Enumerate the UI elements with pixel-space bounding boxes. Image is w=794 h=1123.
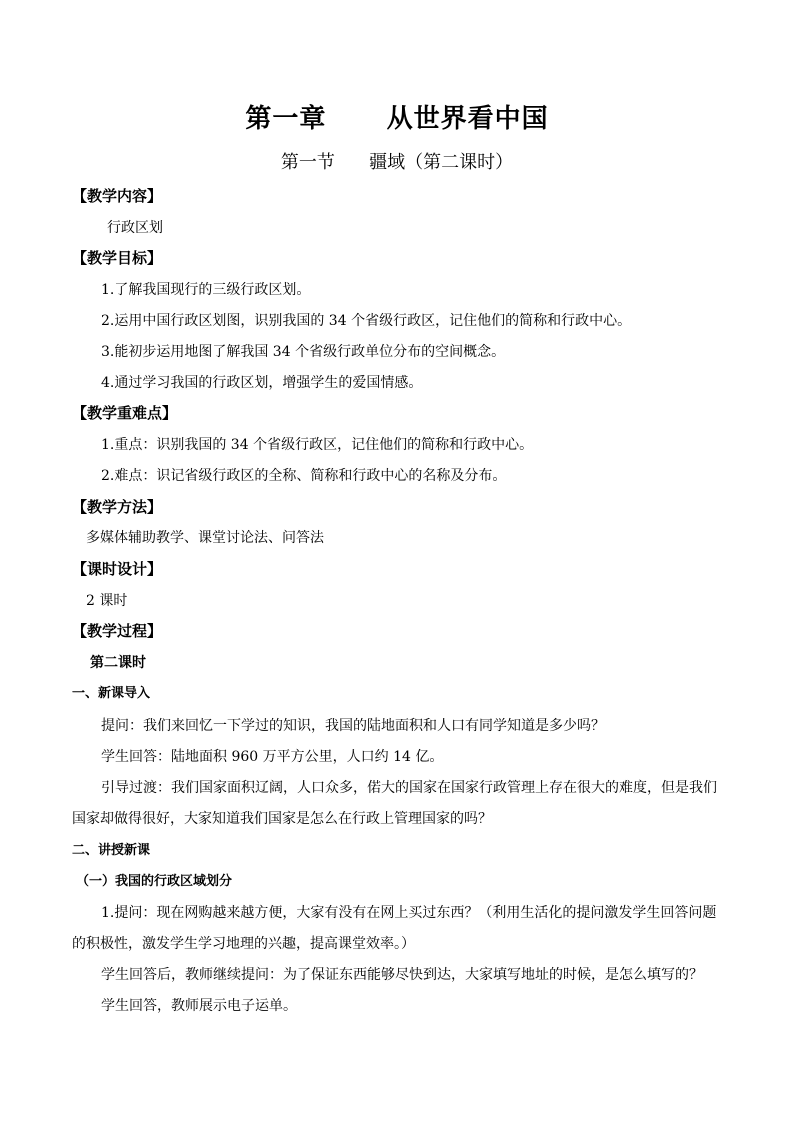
- key-point-item: 1.重点：识别我国的 34 个省级行政区，记住他们的简称和行政中心。: [101, 437, 534, 453]
- goal-item: 4.通过学习我国的行政区划，增强学生的爱国情感。: [101, 375, 423, 391]
- goal-item: 2.运用中国行政区划图，识别我国的 34 个省级行政区，记住他们的简称和行政中心。: [101, 313, 632, 329]
- heading-methods: 【教学方法】: [72, 498, 163, 516]
- part2-line: 的积极性，激发学生学习地理的兴趣，提高课堂效率。）: [72, 936, 415, 952]
- lesson-label: 第二课时: [90, 655, 146, 671]
- hours-body: 2 课时: [86, 593, 128, 609]
- part2-heading: 二、讲授新课: [72, 843, 151, 858]
- part2-line: 学生回答，教师展示电子运单。: [101, 998, 297, 1014]
- part1-heading: 一、新课导入: [72, 686, 151, 701]
- part2-line: 学生回答后，教师继续提问：为了保证东西能够尽快到达，大家填写地址的时候，是怎么填写的？: [101, 967, 703, 983]
- part1-line: 国家却做得很好，大家知道我们国家是怎么在行政上管理国家的吗？: [72, 811, 492, 827]
- section-subtitle: 第一节 疆域（第二课时）: [280, 152, 514, 173]
- part1-line: 引导过渡：我们国家面积辽阔，人口众多，偌大的国家在国家行政管理上存在很大的难度，但是我们: [101, 780, 717, 796]
- goal-item: 1.了解我国现行的三级行政区划。: [101, 282, 311, 298]
- content-body: 行政区划: [107, 220, 163, 236]
- part2-line: 1.提问：现在网购越来越方便，大家有没有在网上买过东西？（利用生活化的提问激发学生回答问题: [101, 905, 717, 921]
- heading-key-points: 【教学重难点】: [72, 404, 178, 422]
- part2-subheading: （一）我国的行政区域划分: [76, 874, 233, 889]
- heading-hours: 【课时设计】: [72, 560, 163, 578]
- heading-goals: 【教学目标】: [72, 249, 163, 267]
- heading-content: 【教学内容】: [72, 187, 163, 205]
- heading-process: 【教学过程】: [72, 622, 163, 640]
- methods-body: 多媒体辅助教学、课堂讨论法、问答法: [86, 530, 324, 546]
- chapter-title: 第一章 从世界看中国: [245, 104, 549, 134]
- key-point-item: 2.难点：识记省级行政区的全称、简称和行政中心的名称及分布。: [101, 468, 507, 484]
- goal-item: 3.能初步运用地图了解我国 34 个省级行政单位分布的空间概念。: [101, 344, 506, 360]
- part1-line: 提问：我们来回忆一下学过的知识，我国的陆地面积和人口有同学知道是多少吗？: [101, 718, 605, 734]
- part1-line: 学生回答：陆地面积 960 万平方公里，人口约 14 亿。: [101, 749, 444, 765]
